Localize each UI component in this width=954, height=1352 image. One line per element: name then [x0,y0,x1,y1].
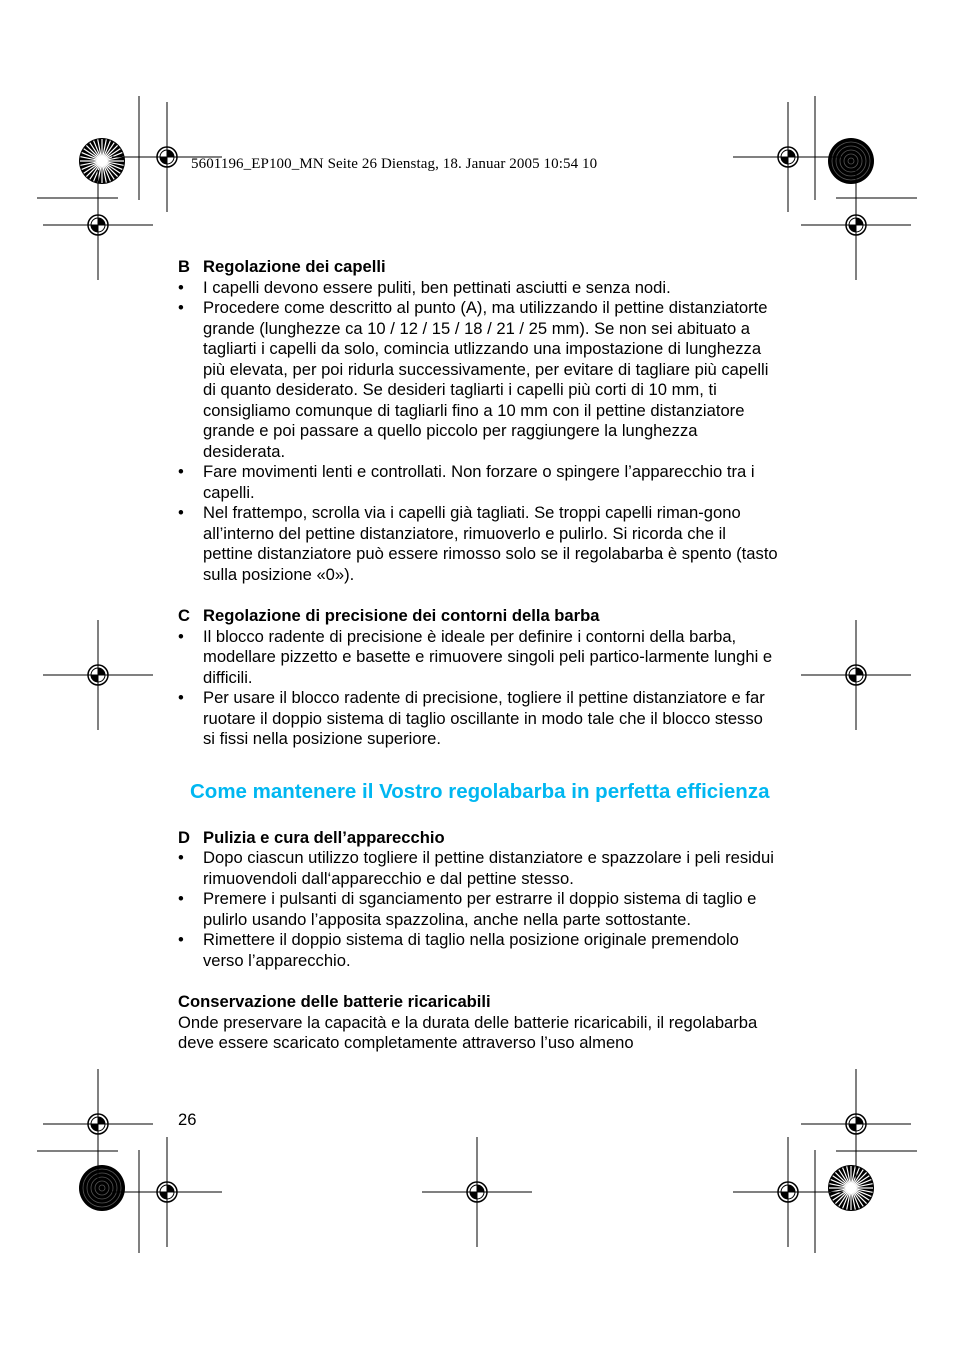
list-item: • Rimettere il doppio sistema di taglio nella posizione originale premendolo verso l’apparecchio. [178,930,778,971]
main-heading: Come mantenere il Vostro regolabarba in perfetta efficienza [190,779,770,803]
section-c-title: Regolazione di precisione dei contorni della barba [203,606,600,625]
section-d-list [178,848,778,971]
list-item: • Nel frattempo, scrolla via i capelli già tagliati. Se troppi capelli riman-gono all’interno del pettine distanziatore, rimuoverlo e pulirlo. Si ricorda che il pettine distanziatore può essere rimosso solo se il regolabarba è spento (tasto sulla posizione «0»). [178,503,778,585]
section-d-heading [178,828,778,849]
list-item: • I capelli devono essere puliti, ben pettinati asciutti e senza nodi. [178,278,778,299]
section-b-heading [178,257,778,278]
list-item: • Premere i pulsanti di sganciamento per estrarre il doppio sistema di taglio e pulirlo usando l’apposita spazzolina, anche nella parte sottostante. [178,889,778,930]
batteries-paragraph: Onde preservare la capacità e la durata delle batterie ricaricabili, il regolabarba deve essere scaricato completamente attraverso l’uso almeno [178,1012,758,1052]
page-number: 26 [178,1110,197,1129]
section-b-list [178,278,778,586]
list-item: • Il blocco radente di precisione è ideale per definire i contorni della barba, modellare pizzetto e basette e rimuovere singoli peli partico-larmente lunghi e difficili. [178,627,778,689]
section-d-letter: D [178,827,190,847]
list-item: • Dopo ciascun utilizzo togliere il pettine distanziatore e spazzolare i peli residui rimuovendoli dall‘apparecchio e dal pettine stesso. [178,848,778,889]
list-item: • Per usare il blocco radente di precisione, togliere il pettine distanziatore e far ruotare il doppio sistema di taglio oscillante in modo tale che il blocco stesso si fissi nella posizione superiore. [178,688,778,750]
list-item: • Procedere come descritto al punto (A), ma utilizzando il pettine distanziatorte grande (lunghezze ca 10 / 12 / 15 / 18 / 21 / 25 mm). Se non sei abituato a tagliarti i capelli da solo, comincia utlizzando una impostazione di lunghezza più elevata, per poi ridurla successivamente, per evitare di tagliare più capelli di quanto desiderato. Se desideri tagliarti i capelli più corti di 10 mm, ti consigliamo comunque di tagliarli fino a 10 mm con il pettine distanziatore grande e poi passare a quello piccolo per raggiungere la lunghezza desiderata. [178,298,778,462]
section-b-title: Regolazione dei capelli [203,257,386,276]
section-b-letter: B [178,257,190,276]
section-c-heading [178,606,778,627]
batteries-heading: Conservazione delle batterie ricaricabili [178,992,491,1011]
print-slug-line: 5601196_EP100_MN Seite 26 Dienstag, 18. Januar 2005 10:54 10 [191,156,598,172]
section-d-title: Pulizia e cura dell’apparecchio [203,827,445,847]
page-content [178,257,778,1054]
list-item: • Fare movimenti lenti e controllati. Non forzare o spingere l’apparecchio tra i capelli. [178,462,778,503]
section-c-list [178,627,778,750]
section-c-letter: C [178,606,190,625]
